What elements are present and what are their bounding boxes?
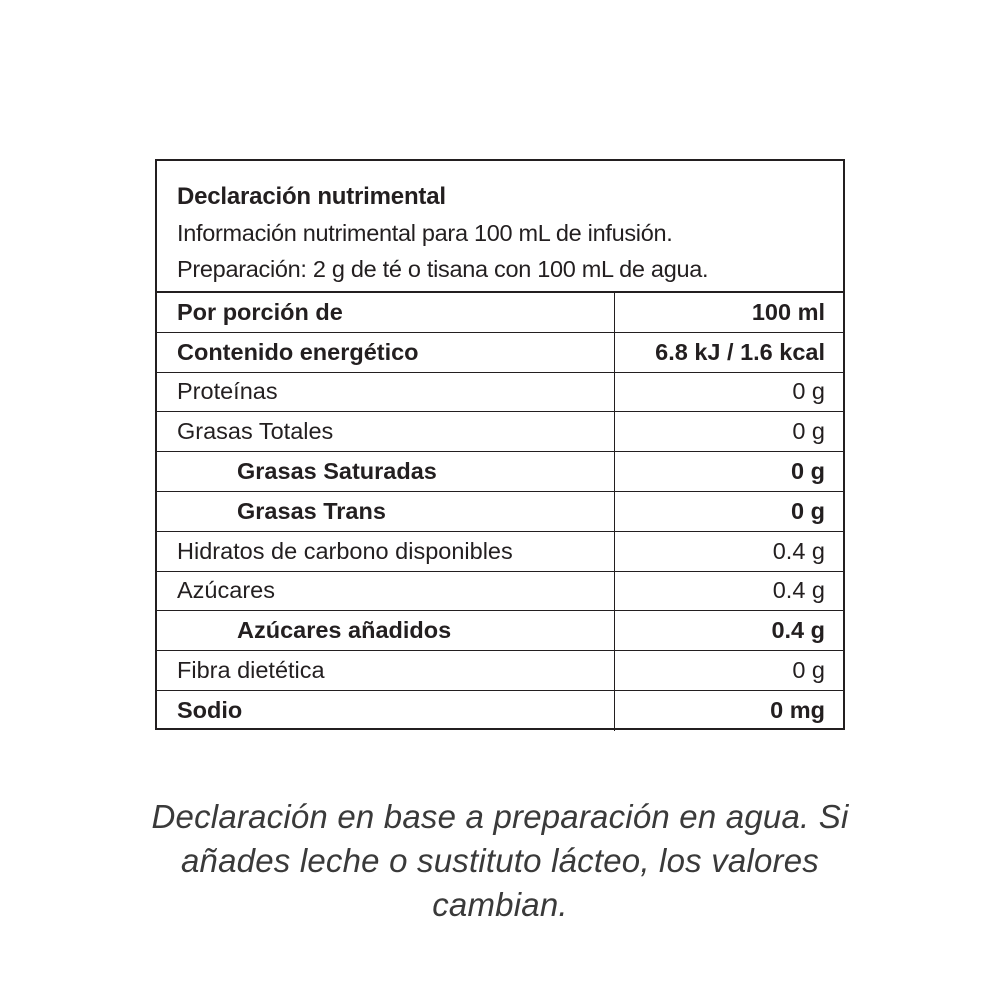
row-value: 0 g — [792, 418, 825, 445]
row-value: 0.4 g — [771, 617, 825, 644]
nutrition-preparation-line: Preparación: 2 g de té o tisana con 100 mL de agua. — [177, 256, 709, 282]
table-row-energy — [157, 333, 843, 373]
table-row-carbohydrates — [157, 532, 843, 572]
row-value: 100 ml — [751, 298, 825, 325]
table-row-added-sugars — [157, 611, 843, 651]
row-label: Grasas Totales — [157, 412, 615, 451]
row-label: Grasas Trans — [157, 492, 615, 531]
row-label: Proteínas — [157, 373, 615, 412]
nutrition-info-line: Información nutrimental para 100 mL de infusión. — [177, 220, 673, 246]
row-value: 0.4 g — [772, 537, 825, 564]
footnote-line: añades leche o sustituto lácteo, los valores — [180, 842, 819, 879]
table-row-fiber — [157, 651, 843, 691]
table-row-trans-fat — [157, 492, 843, 532]
row-label: Grasas Saturadas — [157, 452, 615, 491]
nutrition-facts-panel — [155, 159, 845, 730]
row-label: Sodio — [157, 691, 615, 731]
footnote-line: cambian. — [432, 886, 568, 923]
row-label: Contenido energético — [157, 333, 615, 372]
table-row-saturated-fat — [157, 452, 843, 492]
table-row-sodium — [157, 691, 843, 731]
row-label: Por porción de — [157, 293, 615, 332]
preparation-footnote — [100, 795, 900, 927]
row-label: Fibra dietética — [157, 651, 615, 690]
row-value: 0 g — [792, 378, 825, 405]
row-value: 0 mg — [770, 697, 825, 724]
row-value: 0 g — [792, 657, 825, 684]
row-value: 6.8 kJ / 1.6 kcal — [655, 338, 825, 365]
nutrition-header — [157, 161, 843, 293]
table-row-total-fat — [157, 412, 843, 452]
nutrition-title: Declaración nutrimental — [177, 183, 446, 210]
row-label: Azúcares añadidos — [157, 611, 615, 650]
footnote-line: Declaración en base a preparación en agua. Si — [151, 798, 849, 835]
nutrition-table — [157, 293, 843, 731]
row-label: Hidratos de carbono disponibles — [157, 532, 615, 571]
row-value: 0.4 g — [772, 577, 825, 604]
row-value: 0 g — [791, 497, 825, 524]
row-value: 0 g — [791, 458, 825, 485]
row-label: Azúcares — [157, 572, 615, 611]
table-row-protein — [157, 373, 843, 413]
table-row-sugars — [157, 572, 843, 612]
table-row-serving — [157, 293, 843, 333]
